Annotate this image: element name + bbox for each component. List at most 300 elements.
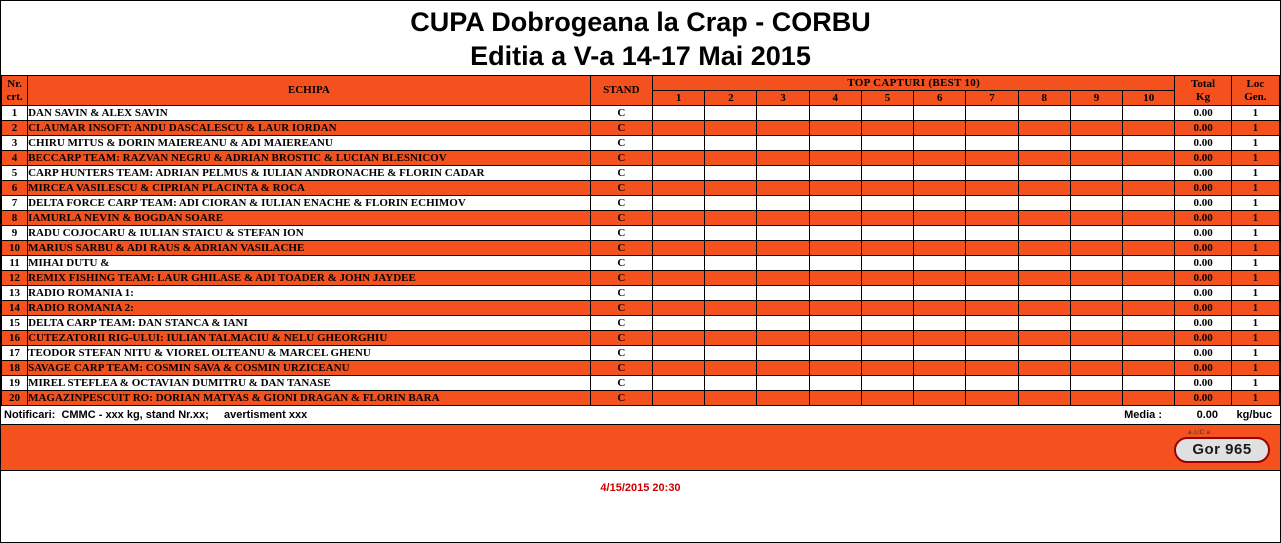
row-capture-cell[interactable]	[809, 301, 861, 316]
row-capture-cell[interactable]	[1018, 376, 1070, 391]
row-capture-cell[interactable]	[1123, 226, 1175, 241]
timestamp: 4/15/2015 20:30	[600, 482, 681, 494]
row-echipa: DAN SAVIN & ALEX SAVIN	[28, 106, 591, 121]
row-capture-cell[interactable]	[1018, 211, 1070, 226]
row-capture-cell[interactable]	[1070, 196, 1122, 211]
header-loc-gen-line2: Gen.	[1244, 90, 1267, 103]
row-echipa: RADIO ROMANIA 1:	[28, 286, 591, 301]
row-capture-cell[interactable]	[1070, 316, 1122, 331]
row-capture-cell[interactable]	[914, 316, 966, 331]
row-capture-cell[interactable]	[652, 286, 704, 301]
row-capture-cell[interactable]	[914, 346, 966, 361]
row-loc-gen: 1	[1231, 121, 1279, 136]
row-capture-cell[interactable]	[1070, 136, 1122, 151]
row-capture-cell[interactable]	[705, 346, 757, 361]
row-echipa: SAVAGE CARP TEAM: COSMIN SAVA & COSMIN URZICEANU	[28, 361, 591, 376]
row-capture-cell[interactable]	[1018, 391, 1070, 406]
row-capture-cell[interactable]	[1123, 196, 1175, 211]
row-capture-cell[interactable]	[1018, 331, 1070, 346]
row-capture-cell[interactable]	[757, 211, 809, 226]
row-nr: 19	[2, 376, 28, 391]
row-capture-cell[interactable]	[1070, 151, 1122, 166]
row-capture-cell[interactable]	[861, 361, 913, 376]
table-row	[2, 181, 1280, 196]
row-stand: C	[590, 166, 652, 181]
row-capture-cell[interactable]	[809, 121, 861, 136]
row-capture-cell[interactable]	[652, 106, 704, 121]
row-capture-cell[interactable]	[1018, 256, 1070, 271]
row-capture-cell[interactable]	[914, 301, 966, 316]
row-capture-cell[interactable]	[914, 361, 966, 376]
row-capture-cell[interactable]	[1123, 286, 1175, 301]
row-capture-cell[interactable]	[1123, 151, 1175, 166]
row-capture-cell[interactable]	[757, 166, 809, 181]
row-capture-cell[interactable]	[705, 196, 757, 211]
row-capture-cell[interactable]	[966, 166, 1018, 181]
row-capture-cell[interactable]	[705, 241, 757, 256]
row-capture-cell[interactable]	[757, 361, 809, 376]
row-capture-cell[interactable]	[861, 346, 913, 361]
row-echipa: CHIRU MITUS & DORIN MAIEREANU & ADI MAIEREANU	[28, 136, 591, 151]
row-echipa: MAGAZINPESCUIT RO: DORIAN MATYAS & GIONI DRAGAN & FLORIN BARA	[28, 391, 591, 406]
row-capture-cell[interactable]	[1123, 106, 1175, 121]
header-capture-4: 4	[809, 91, 861, 106]
row-echipa: REMIX FISHING TEAM: LAUR GHILASE & ADI TOADER & JOHN JAYDEE	[28, 271, 591, 286]
row-capture-cell[interactable]	[1070, 181, 1122, 196]
row-capture-cell[interactable]	[966, 361, 1018, 376]
row-capture-cell[interactable]	[1123, 361, 1175, 376]
row-capture-cell[interactable]	[652, 376, 704, 391]
row-capture-cell[interactable]	[809, 331, 861, 346]
row-capture-cell[interactable]	[652, 271, 704, 286]
row-capture-cell[interactable]	[966, 121, 1018, 136]
table-row	[2, 346, 1280, 361]
row-capture-cell[interactable]	[705, 361, 757, 376]
row-capture-cell[interactable]	[914, 376, 966, 391]
row-capture-cell[interactable]	[809, 196, 861, 211]
row-capture-cell[interactable]	[914, 391, 966, 406]
row-capture-cell[interactable]	[1070, 121, 1122, 136]
footer-notes	[1, 406, 1280, 424]
row-stand: C	[590, 316, 652, 331]
row-capture-cell[interactable]	[1018, 151, 1070, 166]
row-capture-cell[interactable]	[757, 301, 809, 316]
row-capture-cell[interactable]	[1123, 166, 1175, 181]
row-capture-cell[interactable]	[1070, 346, 1122, 361]
row-total-kg: 0.00	[1175, 241, 1231, 256]
row-capture-cell[interactable]	[1018, 346, 1070, 361]
row-nr: 5	[2, 166, 28, 181]
row-capture-cell[interactable]	[1123, 241, 1175, 256]
row-capture-cell[interactable]	[809, 286, 861, 301]
row-capture-cell[interactable]	[652, 136, 704, 151]
row-capture-cell[interactable]	[1018, 271, 1070, 286]
row-capture-cell[interactable]	[652, 256, 704, 271]
row-nr: 7	[2, 196, 28, 211]
row-capture-cell[interactable]	[861, 136, 913, 151]
row-nr: 11	[2, 256, 28, 271]
row-capture-cell[interactable]	[1070, 301, 1122, 316]
row-capture-cell[interactable]	[1123, 271, 1175, 286]
row-capture-cell[interactable]	[1018, 181, 1070, 196]
row-capture-cell[interactable]	[914, 166, 966, 181]
row-capture-cell[interactable]	[652, 346, 704, 361]
row-nr: 15	[2, 316, 28, 331]
row-capture-cell[interactable]	[966, 346, 1018, 361]
row-capture-cell[interactable]	[705, 121, 757, 136]
row-capture-cell[interactable]	[966, 211, 1018, 226]
row-echipa: MIHAI DUTU &	[28, 256, 591, 271]
row-capture-cell[interactable]	[861, 256, 913, 271]
row-capture-cell[interactable]	[652, 331, 704, 346]
table-row	[2, 316, 1280, 331]
row-capture-cell[interactable]	[1018, 136, 1070, 151]
row-capture-cell[interactable]	[1018, 361, 1070, 376]
row-capture-cell[interactable]	[1070, 106, 1122, 121]
row-capture-cell[interactable]	[914, 196, 966, 211]
header-capture-5: 5	[861, 91, 913, 106]
row-capture-cell[interactable]	[1018, 121, 1070, 136]
row-capture-cell[interactable]	[757, 181, 809, 196]
row-capture-cell[interactable]	[652, 316, 704, 331]
table-row	[2, 391, 1280, 406]
table-row	[2, 106, 1280, 121]
row-loc-gen: 1	[1231, 166, 1279, 181]
sponsor-logo	[1174, 431, 1270, 463]
row-capture-cell[interactable]	[757, 196, 809, 211]
row-loc-gen: 1	[1231, 136, 1279, 151]
row-capture-cell[interactable]	[809, 346, 861, 361]
row-capture-cell[interactable]	[914, 106, 966, 121]
row-capture-cell[interactable]	[966, 151, 1018, 166]
row-capture-cell[interactable]	[966, 271, 1018, 286]
row-capture-cell[interactable]	[1018, 106, 1070, 121]
row-capture-cell[interactable]	[861, 106, 913, 121]
row-stand: C	[590, 181, 652, 196]
row-capture-cell[interactable]	[757, 136, 809, 151]
row-capture-cell[interactable]	[705, 166, 757, 181]
table-row	[2, 376, 1280, 391]
row-capture-cell[interactable]	[914, 226, 966, 241]
row-capture-cell[interactable]	[861, 181, 913, 196]
row-stand: C	[590, 151, 652, 166]
row-capture-cell[interactable]	[757, 241, 809, 256]
row-capture-cell[interactable]	[1018, 166, 1070, 181]
row-capture-cell[interactable]	[966, 286, 1018, 301]
header-capture-3: 3	[757, 91, 809, 106]
row-capture-cell[interactable]	[966, 106, 1018, 121]
row-capture-cell[interactable]	[966, 196, 1018, 211]
row-capture-cell[interactable]	[757, 331, 809, 346]
row-capture-cell[interactable]	[1070, 391, 1122, 406]
row-capture-cell[interactable]	[809, 136, 861, 151]
row-capture-cell[interactable]	[757, 376, 809, 391]
row-capture-cell[interactable]	[861, 391, 913, 406]
row-capture-cell[interactable]	[652, 241, 704, 256]
row-loc-gen: 1	[1231, 211, 1279, 226]
row-capture-cell[interactable]	[1070, 241, 1122, 256]
row-echipa: CARP HUNTERS TEAM: ADRIAN PELMUS & IULIAN ANDRONACHE & FLORIN CADAR	[28, 166, 591, 181]
row-capture-cell[interactable]	[1018, 241, 1070, 256]
row-total-kg: 0.00	[1175, 181, 1231, 196]
row-capture-cell[interactable]	[757, 346, 809, 361]
row-echipa: IAMURLA NEVIN & BOGDAN SOARE	[28, 211, 591, 226]
row-total-kg: 0.00	[1175, 226, 1231, 241]
row-loc-gen: 1	[1231, 286, 1279, 301]
table-row	[2, 256, 1280, 271]
row-capture-cell[interactable]	[1070, 256, 1122, 271]
row-capture-cell[interactable]	[757, 121, 809, 136]
table-row	[2, 121, 1280, 136]
row-capture-cell[interactable]	[861, 301, 913, 316]
row-capture-cell[interactable]	[1070, 361, 1122, 376]
header-capture-2: 2	[705, 91, 757, 106]
row-capture-cell[interactable]	[705, 256, 757, 271]
row-total-kg: 0.00	[1175, 136, 1231, 151]
row-total-kg: 0.00	[1175, 211, 1231, 226]
row-capture-cell[interactable]	[1018, 286, 1070, 301]
row-capture-cell[interactable]	[757, 286, 809, 301]
row-capture-cell[interactable]	[705, 376, 757, 391]
row-capture-cell[interactable]	[966, 136, 1018, 151]
row-capture-cell[interactable]	[1018, 196, 1070, 211]
row-capture-cell[interactable]	[705, 271, 757, 286]
row-echipa: CLAUMAR INSOFT: ANDU DASCALESCU & LAUR IORDAN	[28, 121, 591, 136]
row-capture-cell[interactable]	[1070, 166, 1122, 181]
row-capture-cell[interactable]	[1123, 136, 1175, 151]
row-capture-cell[interactable]	[809, 106, 861, 121]
row-echipa: CUTEZATORII RIG-ULUI: IULIAN TALMACIU & NELU GHEORGHIU	[28, 331, 591, 346]
row-capture-cell[interactable]	[966, 241, 1018, 256]
row-total-kg: 0.00	[1175, 121, 1231, 136]
row-capture-cell[interactable]	[914, 271, 966, 286]
row-total-kg: 0.00	[1175, 391, 1231, 406]
row-capture-cell[interactable]	[914, 241, 966, 256]
title-line-2: Editia a V-a 14-17 Mai 2015	[470, 41, 811, 71]
header-stand: STAND	[590, 76, 652, 106]
row-capture-cell[interactable]	[1070, 226, 1122, 241]
row-capture-cell[interactable]	[705, 286, 757, 301]
row-capture-cell[interactable]	[809, 181, 861, 196]
row-stand: C	[590, 391, 652, 406]
row-capture-cell[interactable]	[652, 226, 704, 241]
table-row	[2, 361, 1280, 376]
row-loc-gen: 1	[1231, 106, 1279, 121]
row-capture-cell[interactable]	[705, 106, 757, 121]
row-capture-cell[interactable]	[966, 226, 1018, 241]
row-capture-cell[interactable]	[809, 226, 861, 241]
row-capture-cell[interactable]	[1123, 346, 1175, 361]
header-capture-6: 6	[914, 91, 966, 106]
row-capture-cell[interactable]	[705, 181, 757, 196]
header-echipa: ECHIPA	[28, 76, 591, 106]
row-capture-cell[interactable]	[1123, 211, 1175, 226]
row-capture-cell[interactable]	[1123, 256, 1175, 271]
row-capture-cell[interactable]	[861, 211, 913, 226]
row-capture-cell[interactable]	[1123, 331, 1175, 346]
row-capture-cell[interactable]	[757, 226, 809, 241]
row-capture-cell[interactable]	[1123, 376, 1175, 391]
row-capture-cell[interactable]	[809, 256, 861, 271]
row-nr: 3	[2, 136, 28, 151]
row-capture-cell[interactable]	[914, 286, 966, 301]
row-loc-gen: 1	[1231, 331, 1279, 346]
row-loc-gen: 1	[1231, 301, 1279, 316]
row-capture-cell[interactable]	[1123, 391, 1175, 406]
row-capture-cell[interactable]	[914, 151, 966, 166]
row-capture-cell[interactable]	[966, 181, 1018, 196]
row-capture-cell[interactable]	[861, 286, 913, 301]
row-echipa: BECCARP TEAM: RAZVAN NEGRU & ADRIAN BROSTIC & LUCIAN BLESNICOV	[28, 151, 591, 166]
header-nr-crt-line2: crt.	[6, 90, 23, 103]
row-nr: 4	[2, 151, 28, 166]
row-capture-cell[interactable]	[861, 331, 913, 346]
row-capture-cell[interactable]	[809, 361, 861, 376]
row-capture-cell[interactable]	[861, 241, 913, 256]
row-capture-cell[interactable]	[652, 361, 704, 376]
row-capture-cell[interactable]	[809, 211, 861, 226]
table-body	[2, 106, 1280, 406]
row-echipa: MIREL STEFLEA & OCTAVIAN DUMITRU & DAN TANASE	[28, 376, 591, 391]
row-capture-cell[interactable]	[705, 331, 757, 346]
row-capture-cell[interactable]	[809, 376, 861, 391]
row-loc-gen: 1	[1231, 361, 1279, 376]
row-stand: C	[590, 136, 652, 151]
row-echipa: TEODOR STEFAN NITU & VIOREL OLTEANU & MARCEL GHENU	[28, 346, 591, 361]
row-capture-cell[interactable]	[861, 196, 913, 211]
row-capture-cell[interactable]	[652, 181, 704, 196]
row-capture-cell[interactable]	[705, 301, 757, 316]
row-capture-cell[interactable]	[705, 211, 757, 226]
table-row	[2, 286, 1280, 301]
row-capture-cell[interactable]	[914, 121, 966, 136]
row-capture-cell[interactable]	[861, 226, 913, 241]
row-capture-cell[interactable]	[757, 256, 809, 271]
row-capture-cell[interactable]	[1070, 331, 1122, 346]
row-capture-cell[interactable]	[705, 136, 757, 151]
row-capture-cell[interactable]	[652, 151, 704, 166]
header-capture-8: 8	[1018, 91, 1070, 106]
row-capture-cell[interactable]	[1070, 376, 1122, 391]
row-nr: 9	[2, 226, 28, 241]
row-echipa: MARIUS SARBU & ADI RAUS & ADRIAN VASILACHE	[28, 241, 591, 256]
row-capture-cell[interactable]	[914, 136, 966, 151]
row-capture-cell[interactable]	[914, 331, 966, 346]
table-row	[2, 196, 1280, 211]
row-total-kg: 0.00	[1175, 301, 1231, 316]
row-total-kg: 0.00	[1175, 166, 1231, 181]
header-capture-10: 10	[1123, 91, 1175, 106]
row-capture-cell[interactable]	[966, 256, 1018, 271]
row-capture-cell[interactable]	[861, 121, 913, 136]
row-capture-cell[interactable]	[861, 376, 913, 391]
row-capture-cell[interactable]	[861, 151, 913, 166]
row-total-kg: 0.00	[1175, 286, 1231, 301]
row-capture-cell[interactable]	[1123, 301, 1175, 316]
row-capture-cell[interactable]	[809, 316, 861, 331]
row-capture-cell[interactable]	[966, 391, 1018, 406]
row-loc-gen: 1	[1231, 151, 1279, 166]
row-capture-cell[interactable]	[966, 301, 1018, 316]
page-title	[1, 1, 1280, 73]
row-capture-cell[interactable]	[757, 151, 809, 166]
row-capture-cell[interactable]	[1070, 271, 1122, 286]
row-nr: 1	[2, 106, 28, 121]
header-total-kg-line1: Total	[1191, 77, 1216, 90]
row-capture-cell[interactable]	[914, 256, 966, 271]
row-nr: 8	[2, 211, 28, 226]
row-capture-cell[interactable]	[757, 391, 809, 406]
media-label: Media :	[1124, 409, 1162, 421]
row-capture-cell[interactable]	[1018, 301, 1070, 316]
row-capture-cell[interactable]	[1070, 286, 1122, 301]
row-capture-cell[interactable]	[757, 316, 809, 331]
row-capture-cell[interactable]	[1018, 316, 1070, 331]
row-stand: C	[590, 106, 652, 121]
row-nr: 17	[2, 346, 28, 361]
row-capture-cell[interactable]	[705, 316, 757, 331]
row-capture-cell[interactable]	[914, 181, 966, 196]
row-nr: 2	[2, 121, 28, 136]
row-stand: C	[590, 271, 652, 286]
header-loc-gen-line1: Loc	[1246, 77, 1265, 90]
row-loc-gen: 1	[1231, 256, 1279, 271]
row-capture-cell[interactable]	[861, 271, 913, 286]
row-capture-cell[interactable]	[914, 211, 966, 226]
row-capture-cell[interactable]	[966, 316, 1018, 331]
row-capture-cell[interactable]	[1070, 211, 1122, 226]
row-capture-cell[interactable]	[809, 151, 861, 166]
row-capture-cell[interactable]	[705, 391, 757, 406]
row-capture-cell[interactable]	[1123, 121, 1175, 136]
row-total-kg: 0.00	[1175, 316, 1231, 331]
table-row	[2, 211, 1280, 226]
row-capture-cell[interactable]	[861, 166, 913, 181]
row-capture-cell[interactable]	[757, 106, 809, 121]
row-echipa: DELTA FORCE CARP TEAM: ADI CIORAN & IULIAN ENACHE & FLORIN ECHIMOV	[28, 196, 591, 211]
row-capture-cell[interactable]	[1123, 181, 1175, 196]
table-row	[2, 271, 1280, 286]
row-capture-cell[interactable]	[809, 271, 861, 286]
row-capture-cell[interactable]	[652, 391, 704, 406]
row-capture-cell[interactable]	[652, 301, 704, 316]
row-capture-cell[interactable]	[809, 166, 861, 181]
row-capture-cell[interactable]	[1018, 226, 1070, 241]
row-nr: 16	[2, 331, 28, 346]
row-capture-cell[interactable]	[1123, 316, 1175, 331]
row-capture-cell[interactable]	[705, 226, 757, 241]
row-capture-cell[interactable]	[652, 196, 704, 211]
row-capture-cell[interactable]	[757, 271, 809, 286]
row-capture-cell[interactable]	[809, 241, 861, 256]
row-capture-cell[interactable]	[652, 121, 704, 136]
row-capture-cell[interactable]	[652, 166, 704, 181]
header-nr-crt-line1: Nr.	[7, 77, 22, 90]
row-capture-cell[interactable]	[966, 331, 1018, 346]
row-capture-cell[interactable]	[861, 316, 913, 331]
row-capture-cell[interactable]	[966, 376, 1018, 391]
row-total-kg: 0.00	[1175, 361, 1231, 376]
row-nr: 6	[2, 181, 28, 196]
row-total-kg: 0.00	[1175, 196, 1231, 211]
table-header	[2, 76, 1280, 106]
header-total-kg	[1175, 76, 1231, 106]
row-capture-cell[interactable]	[705, 151, 757, 166]
row-total-kg: 0.00	[1175, 346, 1231, 361]
row-capture-cell[interactable]	[809, 391, 861, 406]
row-capture-cell[interactable]	[652, 211, 704, 226]
table-row	[2, 166, 1280, 181]
